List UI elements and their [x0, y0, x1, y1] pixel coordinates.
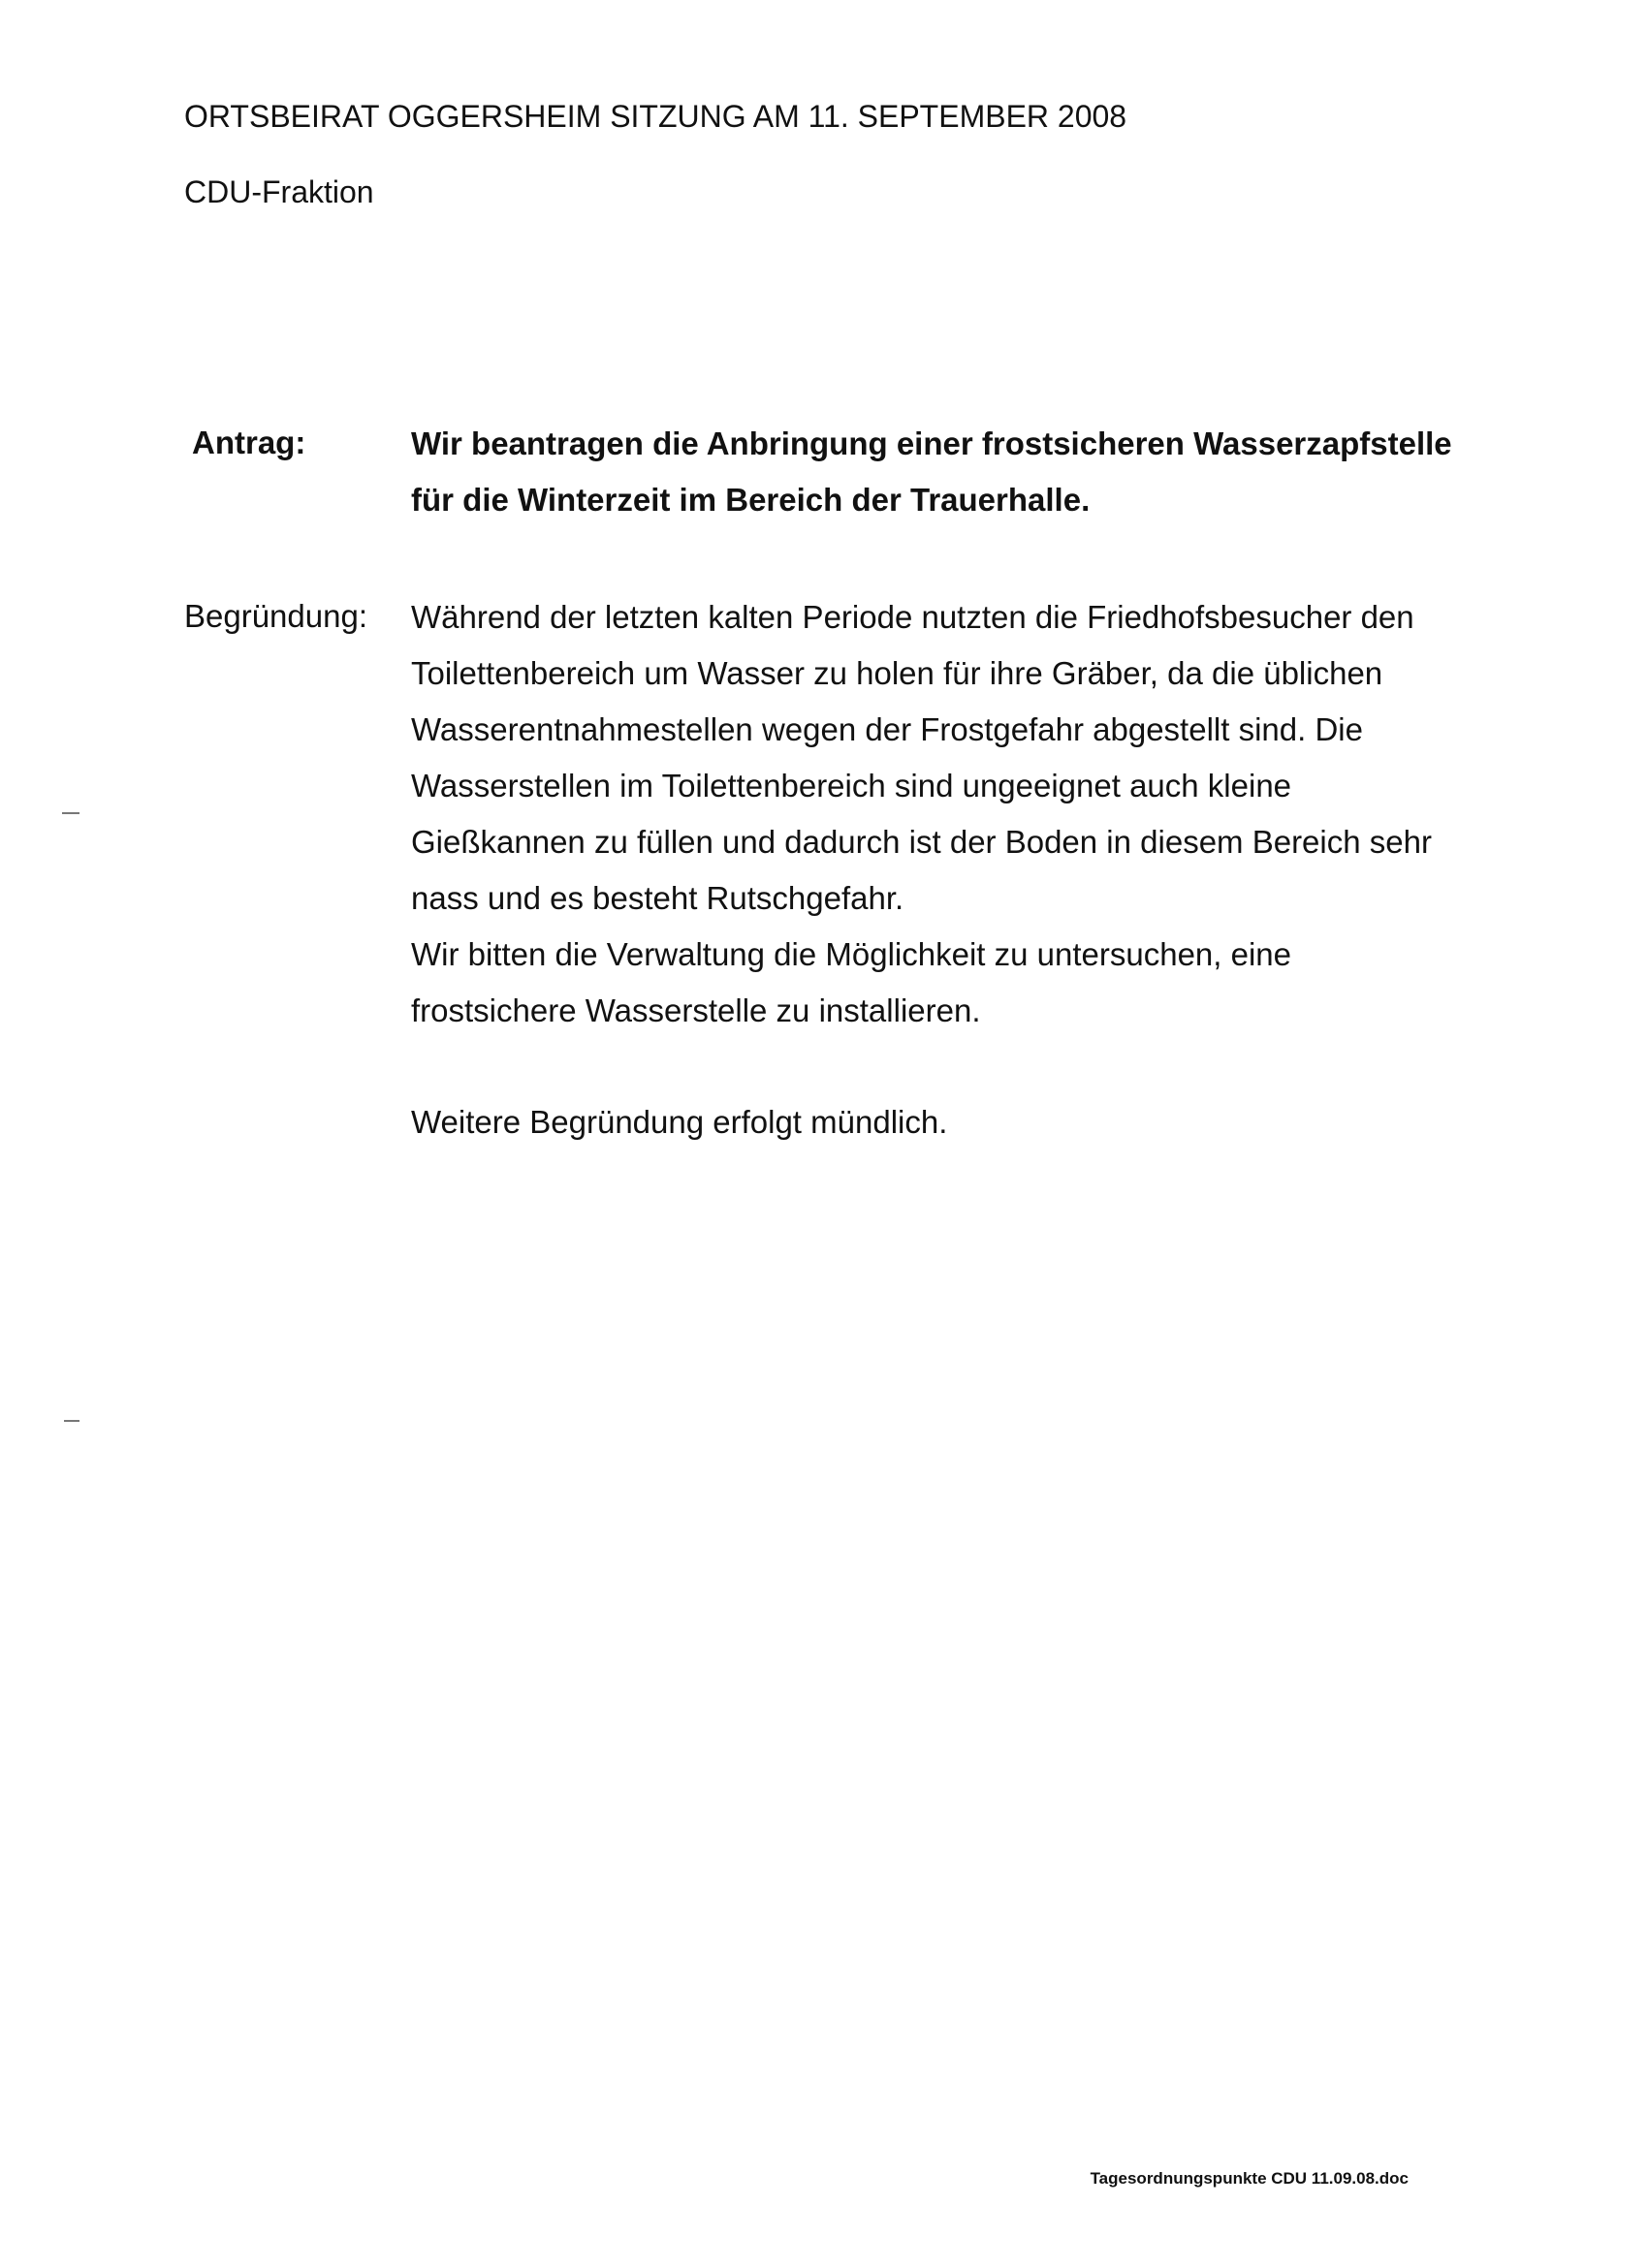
faction-name: CDU-Fraktion	[184, 174, 374, 209]
begruendung-closing: Weitere Begründung erfolgt mündlich.	[411, 1104, 948, 1140]
begruendung-line: Toilettenbereich um Wasser zu holen für ihre Gräber, da die üblichen	[411, 655, 1383, 691]
begruendung-line: Gießkannen zu füllen und dadurch ist der Boden in diesem Bereich sehr	[411, 824, 1432, 860]
begruendung-line: Während der letzten kalten Periode nutzten die Friedhofsbesucher den	[411, 599, 1414, 635]
antrag-label: Antrag:	[192, 425, 306, 460]
begruendung-line: Wasserentnahmestellen wegen der Frostgefahr abgestellt sind. Die	[411, 711, 1363, 747]
begruendung-line: Wir bitten die Verwaltung die Möglichkeit zu untersuchen, eine	[411, 936, 1291, 972]
begruendung-line: nass und es besteht Rutschgefahr.	[411, 880, 904, 916]
antrag-line: Wir beantragen die Anbringung einer frostsicheren Wasserzapfstelle	[411, 425, 1452, 461]
begruendung-line: frostsichere Wasserstelle zu installieren.	[411, 992, 981, 1028]
scan-speck	[62, 812, 79, 814]
footer-filename: Tagesordnungspunkte CDU 11.09.08.doc	[1090, 2169, 1409, 2188]
begruendung-label: Begründung:	[184, 598, 367, 634]
scan-speck	[64, 1420, 79, 1422]
antrag-line: für die Winterzeit im Bereich der Trauerhalle.	[411, 482, 1091, 518]
document-title: ORTSBEIRAT OGGERSHEIM SITZUNG AM 11. SEPTEMBER 2008	[184, 99, 1127, 134]
begruendung-line: Wasserstellen im Toilettenbereich sind ungeeignet auch kleine	[411, 768, 1292, 803]
